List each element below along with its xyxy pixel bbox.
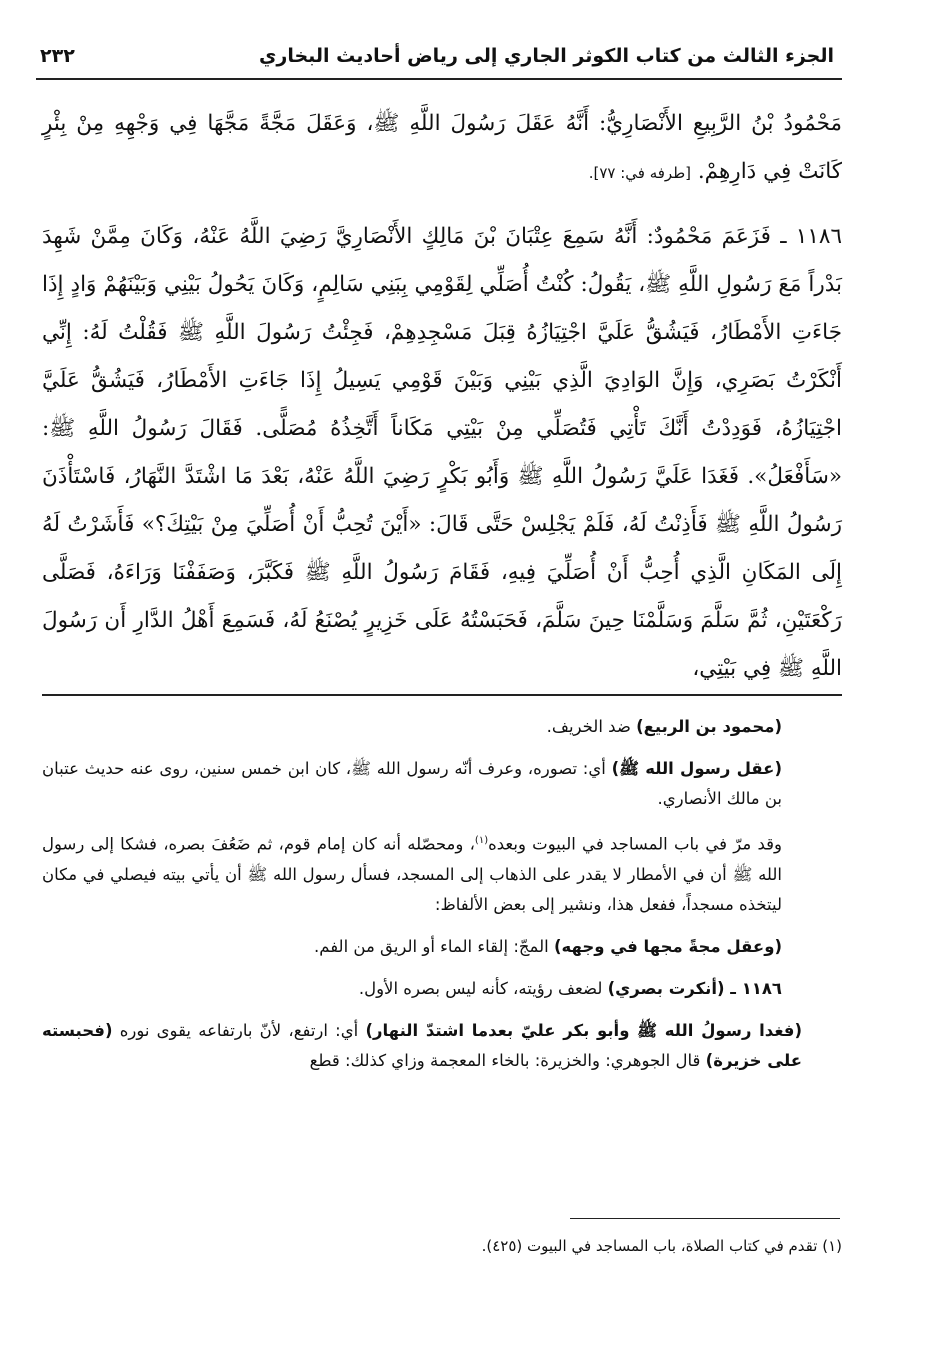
- book-title: الجزء الثالث من كتاب الكوثر الجاري إلى رياض أحاديث البخاري: [258, 45, 834, 67]
- commentary-item: ١١٨٦ ـ (أنكرت بصري) لضعف رؤيته، كأنه ليس بصره الأول.: [358, 978, 782, 998]
- commentary: [42, 712, 842, 1088]
- hadith-text: [42, 100, 842, 693]
- text-commentary-divider: [42, 694, 842, 696]
- commentary-item: وقد مرّ في باب المساجد في البيوت وبعده$^{(١)}$، ومحصّله أنه كان إمام قوم، ثم ضَعُفَ بصره، فشكا إلى رسول الله ﷺ أن في الأمطار لا يقدر على الذهاب إلى المسجد، فسأل رسول الله ﷺ أن يأتي بيته فيصلي في مكان ليتخذه مسجداً، ففعل هذا، ونشير إلى بعض الألفاظ:: [42, 834, 783, 914]
- commentary-item: (عقل رسول الله ﷺ) أي: تصوره، وعرف أنّه رسول الله ﷺ، كان ابن خمس سنين، روى عنه حديث عتبان بن مالك الأنصاري.: [42, 759, 782, 808]
- commentary-item: (وعقل مجةً مجها في وجهه) المجّ: إلقاء الماء أو الريق من الفم.: [313, 936, 782, 956]
- page-number: ٢٣٢: [40, 45, 75, 67]
- running-header: [40, 38, 834, 74]
- commentary-item: (محمود بن الربيع) ضد الخريف.: [546, 717, 782, 736]
- footnote: (١) تقدم في كتاب الصلاة، باب المساجد في البيوت (٤٢٥).: [481, 1237, 842, 1255]
- commentary-item: (فغدا رسولُ الله ﷺ وأبو بكر عليّ بعدما اشتدّ النهار) أي: ارتفع، لأنّ بارتفاعه يقوى نوره (فحبسته على خزيرة) قال الجوهري: والخزيرة: بالخاء المعجمة وزاي كذلك: قطع: [42, 1020, 802, 1070]
- hadith-paragraph-1: مَحْمُودُ بْنُ الرَّبِيعِ الأَنْصَارِيُّ: أَنَّهُ عَقَلَ رَسُولَ اللَّهِ ﷺ، وَعَقَلَ مَجَّةً مَجَّهَا فِي وَجْهِهِ مِنْ بِئْرٍ كَانَتْ فِي دَارِهِمْ. [طرفه في: ٧٧].: [42, 111, 842, 184]
- footnote-marker: (١): [474, 835, 489, 846]
- header-rule: [36, 78, 842, 80]
- cross-reference: [طرفه في: ٧٧].: [588, 164, 691, 182]
- footnote-rule: [570, 1218, 840, 1219]
- hadith-1186: ١١٨٦ ـ فَزَعَمَ مَحْمُودٌ: أَنَّهُ سَمِعَ عِتْبَانَ بْنَ مَالِكٍ الأَنْصَارِيَّ رَضِيَ اللَّهُ عَنْهُ، وَكَانَ مِمَّنْ شَهِدَ بَدْراً مَعَ رَسُولِ اللَّهِ ﷺ، يَقُولُ: كُنْتُ أُصَلِّي لِقَوْمِي بِبَنِي سَالِمٍ، وَكَانَ يَحُولُ بَيْنِي وَبَيْنَهُمْ وَادٍ إِذَا جَاءَتِ الأَمْطَارُ، فَيَشُقُّ عَلَيَّ اجْتِيَازُهُ قِبَلَ مَسْجِدِهِمْ، فَجِئْتُ رَسُولَ اللَّهِ ﷺ فَقُلْتُ لَهُ: إِنِّي أَنْكَرْتُ بَصَرِي، وَإِنَّ الوَادِيَ الَّذِي بَيْنِي وَبَيْنَ قَوْمِي يَسِيلُ إِذَا جَاءَتِ الأَمْطَارُ، فَيَشُقُّ عَلَيَّ اجْتِيَازُهُ، فَوَدِدْتُ أَنَّكَ تَأْتِي فَتُصَلِّي مِنْ بَيْتِي مَكَاناً أَتَّخِذُهُ مُصَلًّى. فَقَالَ رَسُولُ اللَّهِ ﷺ: «سَأَفْعَلُ». فَغَدَا عَلَيَّ رَسُولُ اللَّهِ ﷺ وَأَبُو بَكْرٍ رَضِيَ اللَّهُ عَنْهُ، بَعْدَ مَا اشْتَدَّ النَّهَارُ، فَاسْتَأْذَنَ رَسُولُ اللَّهِ ﷺ فَأَذِنْتُ لَهُ، فَلَمْ يَجْلِسْ حَتَّى قَالَ: «أَيْنَ تُحِبُّ أَنْ أُصَلِّيَ مِنْ بَيْتِكَ؟» فَأَشَرْتُ لَهُ إِلَى المَكَانِ الَّذِي أُحِبُّ أَنْ أُصَلِّيَ فِيهِ، فَقَامَ رَسُولُ اللَّهِ ﷺ فَكَبَّرَ، وَصَفَفْنَا وَرَاءَهُ، فَصَلَّى رَكْعَتَيْنِ، ثُمَّ سَلَّمَ وَسَلَّمْنَا حِينَ سَلَّمَ، فَحَبَسْتُهُ عَلَى خَزِيرٍ يُصْنَعُ لَهُ، فَسَمِعَ أَهْلُ الدَّارِ أَن رَسُولَ اللَّهِ ﷺ فِي بَيْتِي،: [42, 224, 842, 681]
